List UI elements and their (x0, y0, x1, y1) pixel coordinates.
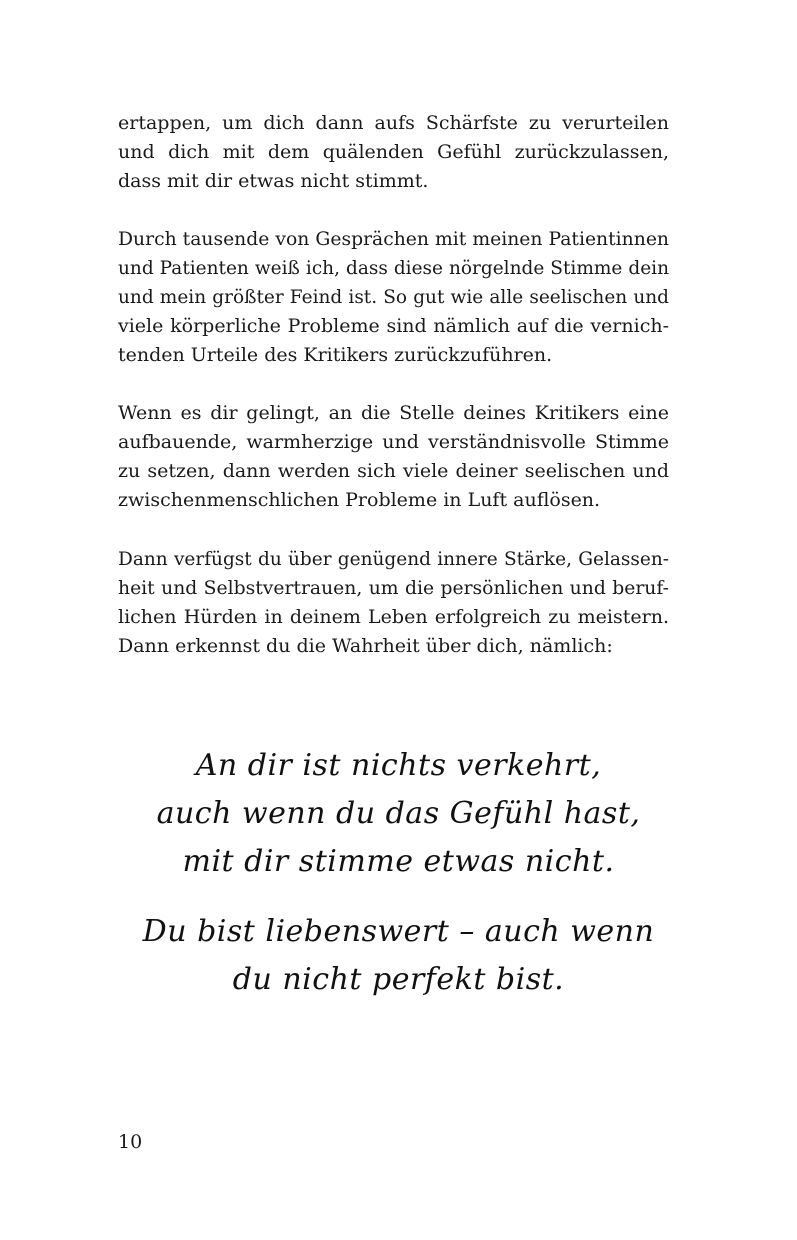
paragraph-1 (118, 109, 669, 196)
page-number: 10 (118, 1131, 143, 1153)
handwritten-quote-stanza-2 (100, 908, 697, 1004)
text-line: und mein größter Feind ist. So gut wie alle seelischen und (118, 287, 669, 308)
text-line: lichen Hürden in deinem Leben erfolgreich zu meistern. (118, 606, 669, 628)
text-line: Durch tausende von Gesprächen mit meinen Patientinnen (118, 229, 669, 250)
text-line: Dann erkennst du die Wahrheit über dich, nämlich: (118, 635, 613, 657)
handwritten-quote-stanza-1 (100, 742, 697, 886)
text-line: und Patienten weiß ich, dass diese nörgelnde Stimme dein (118, 258, 669, 279)
text-line: zwischenmenschlichen Probleme in Luft auflösen. (118, 489, 601, 511)
text-line: aufbauende, warmherzige und verständnisvolle Stimme (118, 431, 669, 453)
text-line: heit und Selbstvertrauen, um die persönlichen und beruf- (118, 578, 669, 599)
quote-line: An dir ist nichts verkehrt, (195, 748, 602, 783)
text-line: zu setzen, dann werden sich viele deiner seelischen und (118, 460, 669, 482)
paragraph-3 (118, 399, 669, 515)
paragraph-2 (118, 225, 669, 370)
paragraph-4 (118, 545, 669, 661)
quote-line: mit dir stimme etwas nicht. (182, 844, 615, 879)
quote-line: Du bist liebenswert – auch wenn (142, 914, 655, 949)
text-line: viele körperliche Probleme sind nämlich auf die vernich- (118, 315, 669, 337)
text-line: dass mit dir etwas nicht stimmt. (118, 170, 429, 192)
quote-line: auch wenn du das Gefühl hast, (156, 796, 641, 831)
text-line: tenden Urteile des Kritikers zurückzuführen. (118, 344, 553, 366)
quote-line: du nicht perfekt bist. (232, 962, 565, 997)
text-line: und dich mit dem quälenden Gefühl zurückzulassen, (118, 141, 669, 163)
text-line: ertappen, um dich dann aufs Schärfste zu verurteilen (118, 112, 669, 134)
text-line: Wenn es dir gelingt, an die Stelle deines Kritikers eine (118, 402, 669, 424)
text-line: Dann verfügst du über genügend innere Stärke, Gelassen- (118, 549, 669, 570)
